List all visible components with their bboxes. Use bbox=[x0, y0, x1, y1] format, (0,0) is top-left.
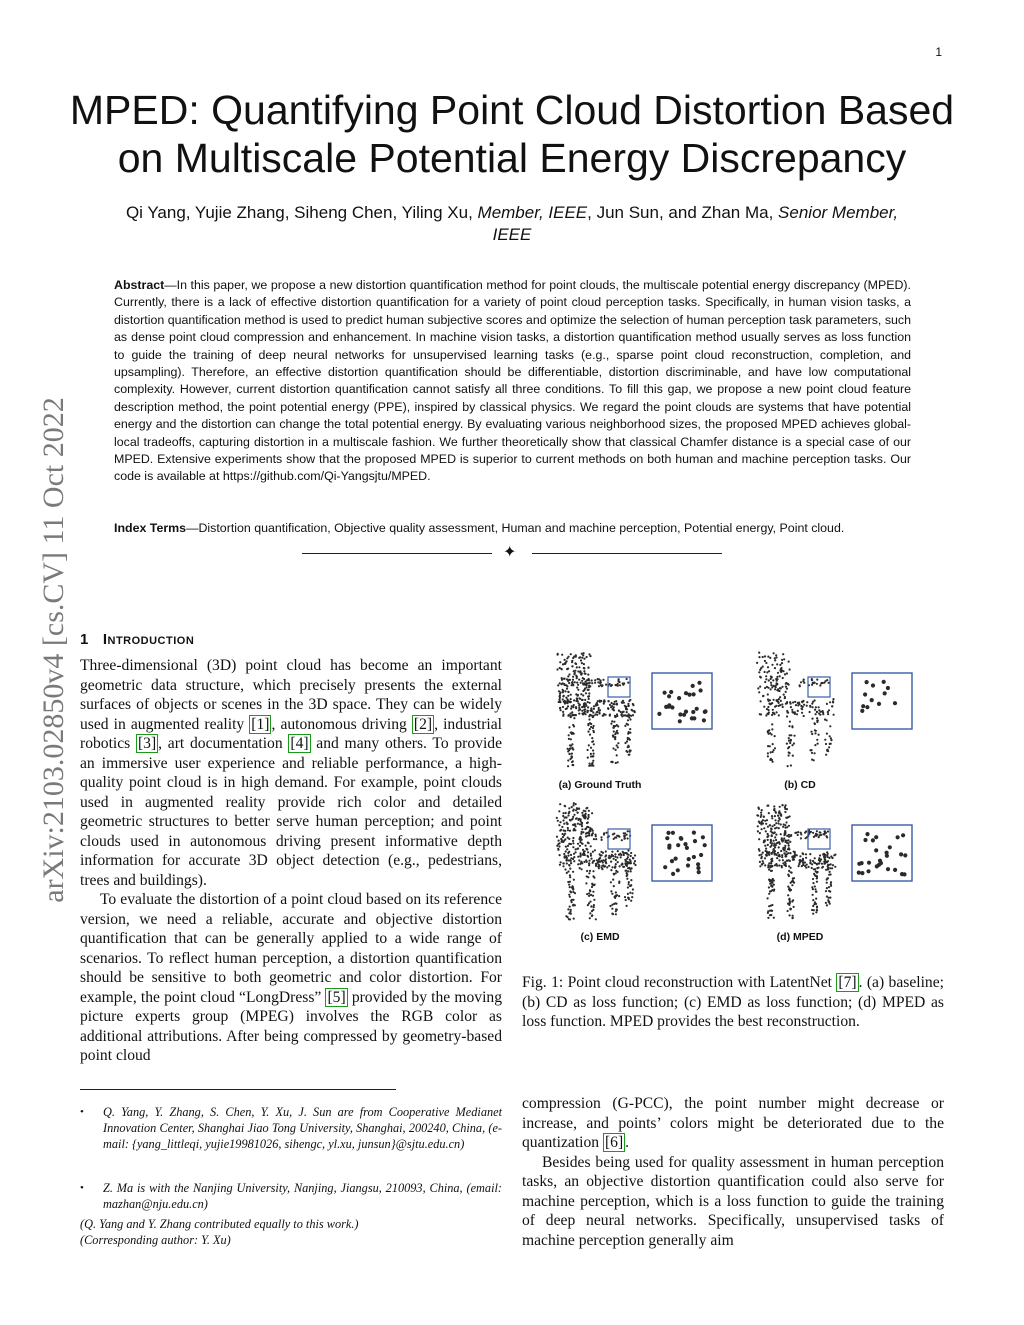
right-column-body bbox=[522, 1094, 944, 1250]
paper-title: MPED: Quantifying Point Cloud Distortion Based on Multiscale Potential Energy Discrepancy bbox=[69, 87, 955, 181]
figure-1 bbox=[540, 645, 940, 950]
footnote-affiliation-1: • Q. Yang, Y. Zhang, S. Chen, Y. Xu, J. Sun are from Cooperative Medianet Innovation Center, Shanghai Jiao Tong University, Shanghai, 200240, China, (e-mail: {yang_littleqi, yujie19981026, sihengc, yl.xu, junsun}@sjtu.edu.cn) bbox=[80, 1105, 502, 1152]
figure-panel-a bbox=[540, 645, 740, 795]
arxiv-identifier-stamp: arXiv:2103.02850v4 [cs.CV] 11 Oct 2022 bbox=[37, 397, 70, 903]
author-role-2: Senior Member, IEEE bbox=[492, 203, 899, 244]
abstract-text: —In this paper, we propose a new distortion quantification method for point clouds, the multiscale potential energy discrepancy (MPED). Currently, there is a lack of effective distortion quantification for a variety of point cloud perception tasks. Specifically, in human vision tasks, a distortion quantification method is used to predict human subjective scores and optimize the selection of human perception task parameters, such as dense point cloud compression and enhancement. In machine vision tasks, a distortion quantification method usually serves as loss function to guide the training of deep neural networks for unsupervised learning tasks (e.g., sparse point cloud reconstruction, completion, and upsampling). Therefore, an effective distortion quantification should be differentiable, distortion discriminable, and have low computational complexity. However, current distortion quantification cannot satisfy all three conditions. To fill this gap, we propose a new point cloud feature description method, the point potential energy (PPE), inspired by classical physics. We regard the point clouds are systems that have potential energy and the distortion can change the total potential energy. By evaluating various neighborhood sizes, the proposed MPED achieves global-local tradeoffs, capturing distortion in a multiscale fashion. We further theoretically show that classical Chamfer distance is a special case of our MPED. Extensive experiments show that the proposed MPED is superior to current methods on both human and machine perception tasks. Our code is available at https://github.com/Qi-Yangsjtu/MPED. bbox=[114, 278, 911, 484]
index-terms-label: Index Terms bbox=[114, 521, 187, 535]
bullet-icon: • bbox=[80, 1106, 84, 1118]
point-cloud-chair-b bbox=[740, 645, 940, 795]
intro-paragraph-1: Three-dimensional (3D) point cloud has become an important geometric data structure, which precisely presents the external surfaces of objects or scenes in the 3D space. They can be widely used in augmented reality [1] , autonomous driving [2] , industrial robotics [3] , art documentation [4] and many others. To provide an immersive user experience and reliable performance, a high-quality point cloud is in high demand. For example, point clouds used in augmented reality provide rich color and detailed geometric structures to better serve human perception; and point clouds used in autonomous driving present informative depth information for accurate 3D object detection (e.g., pedestrians, trees and buildings). bbox=[80, 657, 502, 889]
section-number: 1 bbox=[80, 631, 89, 648]
author-role-1: Member, IEEE bbox=[477, 203, 588, 222]
footnote-notes bbox=[80, 1216, 502, 1248]
author-names-1: Qi Yang, Yujie Zhang, Siheng Chen, Yiling Xu, bbox=[125, 203, 473, 222]
left-column-body bbox=[80, 656, 502, 1066]
divider-line-right bbox=[532, 553, 722, 554]
index-terms bbox=[114, 520, 911, 537]
author-names-2: , Jun Sun, and Zhan Ma, bbox=[587, 203, 774, 222]
citation-link[interactable]: [5] bbox=[327, 988, 346, 1006]
panel-label: (c) EMD bbox=[580, 931, 620, 943]
intro-paragraph-2: To evaluate the distortion of a point cloud based on its reference version, we need a reliable, accurate and objective distortion quantification that can be generally applied to a wide range of scenarios. To reflect human perception, a distortion quantification should be sensitive to both geometric and color distortion. For example, the point cloud “LongDress” [5] provided by the moving picture experts group (MPEG) involves the RGB color as additional attributions. After being compressed by geometry-based point cloud bbox=[80, 891, 502, 1064]
citation-link[interactable]: [3] bbox=[137, 735, 157, 752]
figure-caption: Fig. 1: Point cloud reconstruction with LatentNet [7] . (a) baseline; (b) CD as loss function; (c) EMD as loss function; (d) MPED as loss function. MPED provides the best reconstruction. bbox=[522, 974, 944, 1030]
panel-label: (d) MPED bbox=[776, 931, 824, 943]
citation-link[interactable]: [7] bbox=[838, 974, 857, 991]
section-heading bbox=[80, 631, 194, 648]
point-cloud-chair-d bbox=[740, 797, 940, 947]
figure-panel-b bbox=[740, 645, 940, 795]
divider-star-icon: ✦ bbox=[503, 544, 517, 561]
page-number: 1 bbox=[935, 45, 942, 59]
citation-link[interactable]: [2] bbox=[413, 715, 433, 733]
citation-link[interactable]: [6] bbox=[604, 1134, 624, 1151]
footnote-equal-contribution: (Q. Yang and Y. Zhang contributed equally to this work.) bbox=[80, 1217, 359, 1231]
panel-label: (b) CD bbox=[784, 779, 816, 791]
author-list bbox=[110, 202, 914, 246]
figure-panel-d bbox=[740, 797, 940, 947]
point-cloud-chair-a bbox=[540, 645, 740, 795]
section-title: Introduction bbox=[102, 631, 195, 648]
citation-link[interactable]: [1] bbox=[251, 715, 270, 733]
divider-line-left bbox=[302, 553, 492, 554]
abstract-label: Abstract bbox=[114, 278, 165, 292]
bullet-icon: • bbox=[80, 1182, 84, 1194]
abstract bbox=[114, 277, 911, 486]
footnote-corresponding-author: (Corresponding author: Y. Xu) bbox=[80, 1233, 231, 1248]
figure-panel-c bbox=[540, 797, 740, 947]
footnote-rule bbox=[80, 1089, 396, 1090]
index-terms-text: —Distortion quantification, Objective quality assessment, Human and machine perception, Potential energy, Point cloud. bbox=[186, 521, 845, 535]
intro-paragraph-4: Besides being used for quality assessment in human perception tasks, an objective distortion quantification could also serve for machine perception, which is a loss function to guide the training of deep neural networks. Specifically, unsupervised tasks of machine perception generally aim bbox=[522, 1153, 944, 1249]
panel-label: (a) Ground Truth bbox=[558, 779, 642, 791]
footnote-affiliation-2: • Z. Ma is with the Nanjing University, Nanjing, Jiangsu, 210093, China, (email: mazhan@nju.edu.cn) bbox=[80, 1181, 502, 1212]
citation-link[interactable]: [4] bbox=[290, 735, 309, 752]
point-cloud-chair-c bbox=[540, 797, 740, 947]
intro-paragraph-3: compression (G-PCC), the point number might decrease or increase, and points’ colors might be deteriorated due to the quantization [6] . bbox=[522, 1095, 944, 1151]
